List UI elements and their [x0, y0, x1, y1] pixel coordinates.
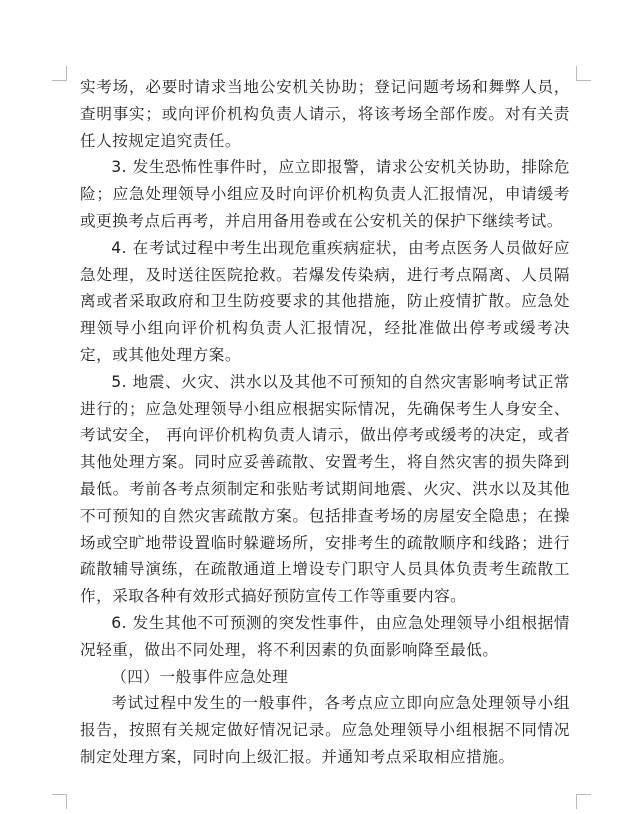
paragraph-item-3: 3. 发生恐怖性事件时，应立即报警，请求公安机关协助，排除危险；应急处理领导小组应及时向评价机构负责人汇报情况，申请缓考或更换考点后再考，并启用备用卷或在公安机关的保护下继续考试。 — [80, 158, 570, 230]
document-body — [80, 74, 570, 771]
paragraph-item-6: 6. 发生其他不可预测的突发性事件，由应急处理领导小组根据情况轻重，做出不同处理，将不利因素的负面影响降至最低。 — [80, 613, 570, 659]
crop-mark-top-left — [52, 66, 67, 81]
crop-mark-top-right — [576, 66, 591, 81]
crop-mark-bottom-left — [52, 794, 67, 809]
paragraph-general-events: 考试过程中发生的一般事件，各考点应立即向应急处理领导小组报告，按照有关规定做好情况记录。应急处理领导小组根据不同情况制定处理方案，同时向上级汇报。并通知考点采取相应措施。 — [80, 694, 570, 766]
paragraph-item-5: 5. 地震、火灾、洪水以及其他不可预知的自然灾害影响考试正常进行的；应急处理领导小组应根据实际情况，先确保考生人身安全、考试安全， 再向评价机构负责人请示，做出停考或缓考的决定，或者其他处理方案。同时应妥善疏散、安置考生，将自然灾害的损失降到最低。考前各考点须制定和张贴考试期间地震、火灾、洪水以及其他不可预知的自然灾害疏散方案。包括排查考场的房屋安全隐患；在操场或空旷地带设置临时躲避场所，安排考生的疏散顺序和线路；进行疏散辅导演练，在疏散通道上增设专门职守人员具体负责考生疏散工作，采取各种有效形式搞好预防宣传工作等重要内容。 — [80, 372, 570, 606]
paragraph-item-4: 4. 在考试过程中考生出现危重疾病症状，由考点医务人员做好应急处理，及时送往医院抢救。若爆发传染病，进行考点隔离、人员隔离或者采取政府和卫生防疫要求的其他措施，防止疫情扩散。应急处理领导小组向评价机构负责人汇报情况，经批准做出停考或缓考决定，或其他处理方案。 — [80, 238, 570, 364]
paragraph-continuation: 实考场，必要时请求当地公安机关协助；登记问题考场和舞弊人员，查明事实；或向评价机构负责人请示，将该考场全部作废。对有关责任人按规定追究责任。 — [80, 78, 570, 150]
crop-mark-bottom-right — [576, 794, 591, 809]
section-heading: （四）一般事件应急处理 — [111, 667, 289, 686]
